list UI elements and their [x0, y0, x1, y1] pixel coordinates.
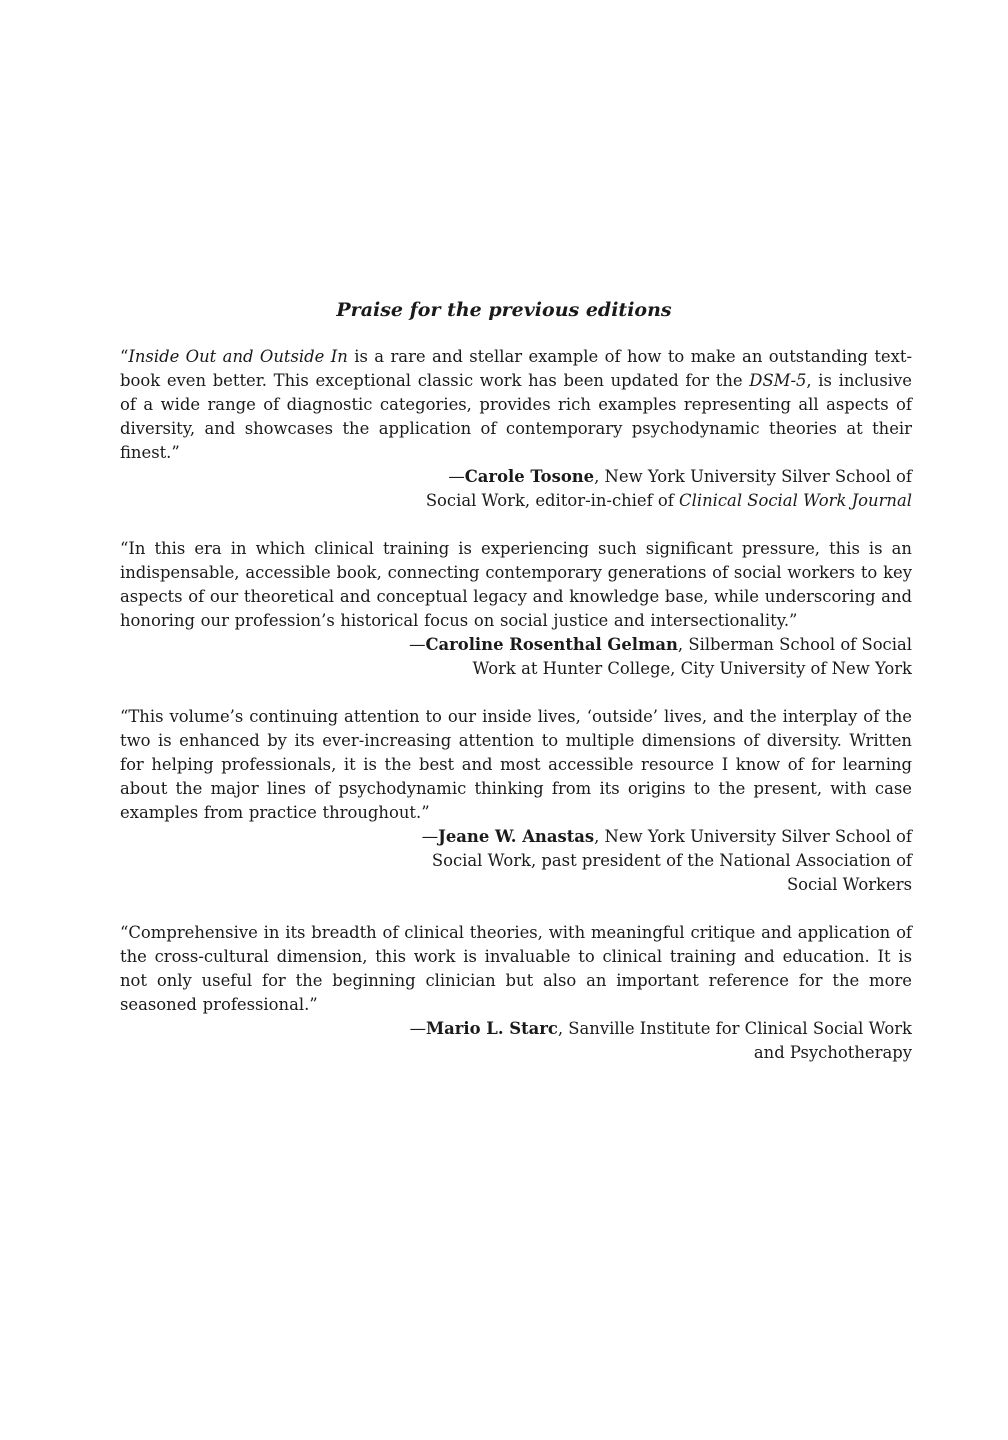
- book-title: Inside Out and Outside In: [128, 347, 348, 366]
- testimonial-attribution-line: Social Work, past president of the National Association of: [431, 851, 912, 870]
- quote-text: , is inclusive of a wide range of diagnostic categories, provides rich examples representing all aspects of diversity, and showcases the application of contemporary psychodynamic theories at their finest.”: [120, 371, 912, 462]
- attribution-dash: —: [409, 1019, 427, 1038]
- testimonial: [120, 705, 912, 897]
- testimonial: [120, 537, 912, 681]
- testimonial-attribution-line: and Psychotherapy: [753, 1043, 912, 1062]
- testimonial-quote: “This volume’s continuing attention to our inside lives, ‘outside’ lives, and the interplay of the two is enhanced by its ever-increasing attention to multiple dimensions of diversity. Written for helping professionals, it is the best and most accessible resource I know of for learning about the major lines of psychodynamic thinking from its origins to the present, with case examples from practice throughout.”: [120, 707, 912, 822]
- testimonial-quote: “In this era in which clinical training is experiencing such significant pressure, this is an indispensable, accessible book, connecting contemporary generations of social workers to key aspects of our theoretical and conceptual legacy and knowledge base, while underscoring and honoring our profession’s historical focus on social justice and intersectionality.”: [120, 539, 912, 630]
- testimonial-attribution-line: [120, 489, 912, 513]
- attribution-dash: —: [421, 827, 439, 846]
- author-name: Caroline Rosenthal Gelman: [425, 635, 678, 654]
- testimonial: [120, 921, 912, 1065]
- testimonial-quote: “Comprehensive in its breadth of clinical theories, with meaningful critique and application of the cross-cultural dimension, this work is invaluable to clinical training and education. It is not only useful for the beginning clinician but also an important reference for the more seasoned professional.”: [120, 923, 912, 1014]
- testimonial-attribution: [120, 1017, 912, 1041]
- quote-open-mark: “: [120, 347, 129, 366]
- testimonial-attribution: [120, 825, 912, 849]
- page-heading: Praise for the previous editions: [336, 299, 672, 321]
- testimonial-quote: [120, 345, 912, 465]
- author-affiliation: , New York University Silver School of: [594, 827, 912, 846]
- author-name: Mario L. Starc: [426, 1019, 558, 1038]
- quote-text: is a rare and stellar example of how to make an outstanding text-book even better. This exceptional classic work has been updated for the: [120, 347, 912, 390]
- testimonial-attribution: [120, 465, 912, 489]
- author-name: Jeane W. Anastas: [438, 827, 595, 846]
- journal-title: Clinical Social Work Journal: [679, 491, 912, 510]
- author-affiliation: , Sanville Institute for Clinical Social Work: [557, 1019, 912, 1038]
- testimonial-attribution-line: Social Workers: [786, 875, 912, 894]
- attribution-dash: —: [409, 635, 426, 654]
- author-affiliation: , New York University Silver School of: [594, 467, 912, 486]
- dsm-title: DSM-5: [749, 371, 807, 390]
- testimonial: [120, 345, 912, 513]
- author-affiliation: Social Work, editor-in-chief of: [425, 491, 680, 510]
- attribution-dash: —: [448, 467, 465, 486]
- author-name: Carole Tosone: [464, 467, 595, 486]
- testimonial-attribution: [120, 633, 912, 657]
- author-affiliation: , Silberman School of Social: [677, 635, 912, 654]
- testimonial-attribution-line: Work at Hunter College, City University of New York: [472, 659, 912, 678]
